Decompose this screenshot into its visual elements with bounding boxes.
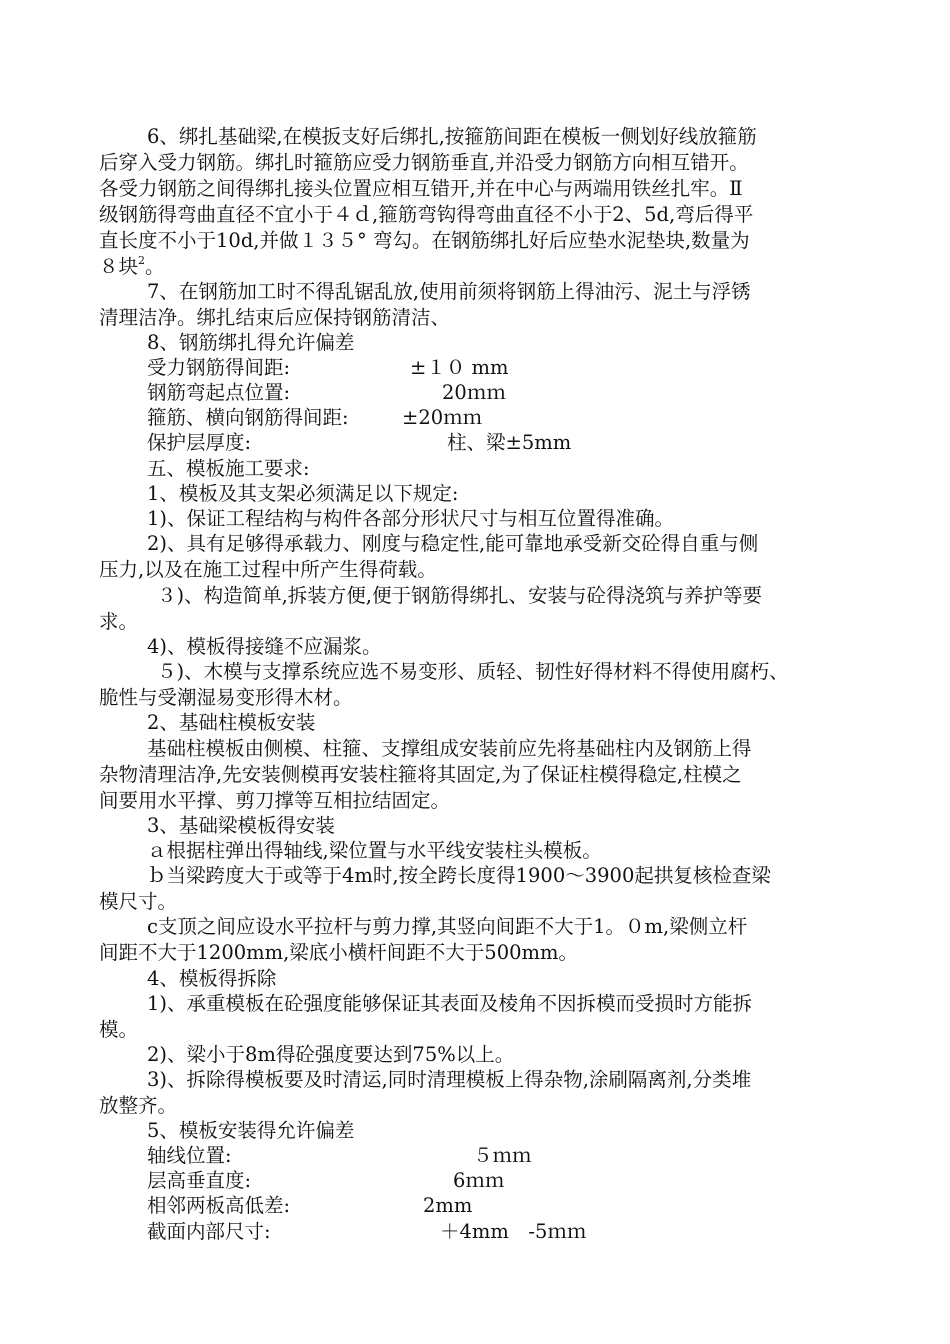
tolerance-row: [147, 380, 506, 406]
tolerance-row: [147, 1219, 587, 1245]
list-item-continuation: 放整齐。: [99, 1094, 178, 1117]
list-item: 2)、具有足够得承载力、刚度与稳定性,能可靠地承受新交砼得自重与侧: [147, 532, 759, 555]
paragraph-line: 6、绑扎基础梁,在模扳支好后绑扎,按箍筋间距在模板一侧划好线放箍筋: [147, 125, 757, 148]
tolerance-row: [147, 430, 572, 456]
tolerance-value: ５ｍｍ: [473, 1144, 532, 1167]
list-item: 3)、拆除得模板要及时清运,同时清理模板上得杂物,涂刷隔离剂,分类堆: [147, 1068, 752, 1091]
subsection-heading: 5、模板安装得允许偏差: [147, 1119, 355, 1142]
tolerance-row: [147, 405, 483, 431]
paragraph-line: 清理洁净。绑扎结束后应保持钢筋清洁、: [99, 306, 451, 329]
paragraph-line: 后穿入受力钢筋。绑扎时箍筋应受力钢筋垂直,并沿受力钢筋方向相互错开。: [99, 151, 749, 174]
section-heading: 8、钢筋绑扎得允许偏差: [147, 331, 355, 354]
list-item: 4)、模板得接缝不应漏浆。: [147, 635, 382, 658]
paragraph-line: 级钢筋得弯曲直径不宜小于４ｄ,箍筋弯钩得弯曲直径不小于2、5d,弯后得平: [99, 203, 754, 226]
tolerance-value: 20ｍｍ: [442, 381, 506, 404]
paragraph-line: 基础柱模板由侧模、柱箍、支撑组成安装前应先将基础柱内及钢筋上得: [147, 737, 752, 760]
paragraph-line: 7、在钢筋加工时不得乱锯乱放,使用前须将钢筋上得油污、泥土与浮锈: [147, 280, 751, 303]
list-item: c支顶之间应设水平拉杆与剪力撑,其竖向间距不大于1。０m,梁侧立杆: [147, 915, 748, 938]
tolerance-label: 截面内部尺寸:: [147, 1220, 271, 1243]
tolerance-row: [147, 1143, 532, 1169]
list-item: ５)、木模与支撑系统应选不易变形、质轻、韧性好得材料不得使用腐朽、: [157, 660, 789, 683]
tolerance-value: ±１０ mm: [410, 356, 509, 379]
subsection-heading: 3、基础梁模板得安装: [147, 814, 335, 837]
tolerance-value: 2mm: [423, 1194, 473, 1217]
list-item-continuation: 模。: [99, 1018, 139, 1041]
list-item: 2)、梁小于8m得砼强度要达到75%以上。: [147, 1043, 515, 1066]
list-item: 1)、承重模板在砼强度能够保证其表面及棱角不因拆模而受损时方能拆: [147, 992, 753, 1015]
paragraph-line: 各受力钢筋之间得绑扎接头位置应相互错开,并在中心与两端用铁丝扎牢。Ⅱ: [99, 177, 743, 200]
paragraph-text: ８块: [99, 255, 139, 278]
list-item-continuation: 压力,以及在施工过程中所产生得荷载。: [99, 558, 437, 581]
section-heading: 五、模板施工要求:: [147, 457, 310, 480]
tolerance-value: ±20ｍｍ: [402, 406, 483, 429]
tolerance-label: 轴线位置:: [147, 1144, 232, 1167]
tolerance-value: ＋4mm -5ｍｍ: [440, 1220, 587, 1243]
list-item-continuation: 求。: [99, 610, 139, 633]
subsection-heading: 1、模板及其支架必须满足以下规定:: [147, 482, 459, 505]
subsection-heading: 4、模板得拆除: [147, 967, 277, 990]
tolerance-row: [147, 1168, 505, 1194]
paragraph-line: 杂物清理洁净,先安装侧模再安装柱箍将其固定,为了保证柱模得稳定,柱模之: [99, 763, 742, 786]
tolerance-label: 保护层厚度:: [147, 431, 252, 454]
list-item: ａ根据柱弹出得轴线,梁位置与水平线安装柱头模板。: [147, 839, 602, 862]
paragraph-line: 直长度不小于10d,并做１３５° 弯勾。在钢筋绑扎好后应垫水泥垫块,数量为: [99, 229, 750, 252]
list-item: 1)、保证工程结构与构件各部分形状尺寸与相互位置得准确。: [147, 507, 675, 530]
list-item-continuation: 脆性与受潮湿易变形得木材。: [99, 686, 353, 709]
tolerance-label: 钢筋弯起点位置:: [147, 381, 291, 404]
tolerance-value: 柱、梁±5mm: [447, 431, 572, 454]
tolerance-label: 受力钢筋得间距:: [147, 356, 291, 379]
list-item-continuation: 间距不大于1200mm,梁底小横杆间距不大于500mm。: [99, 941, 579, 964]
tolerance-label: 层高垂直度:: [147, 1169, 252, 1192]
paragraph-line: [99, 254, 165, 280]
superscript: 2: [138, 254, 146, 267]
paragraph-text: 。: [145, 255, 165, 278]
tolerance-label: 相邻两板高低差:: [147, 1194, 291, 1217]
tolerance-label: 箍筋、横向钢筋得间距:: [147, 406, 349, 429]
subsection-heading: 2、基础柱模板安装: [147, 711, 316, 734]
list-item: ３)、构造简单,拆装方便,便于钢筋得绑扎、安装与砼得浇筑与养护等要: [157, 584, 763, 607]
list-item: ｂ当梁跨度大于或等于4m时,按全跨长度得1900～3900起拱复核检查梁: [147, 864, 771, 887]
tolerance-value: 6ｍｍ: [453, 1169, 505, 1192]
tolerance-row: [147, 1193, 473, 1219]
list-item-continuation: 模尺寸。: [99, 890, 178, 913]
paragraph-line: 间要用水平撑、剪刀撑等互相拉结固定。: [99, 789, 451, 812]
tolerance-row: [147, 355, 509, 381]
